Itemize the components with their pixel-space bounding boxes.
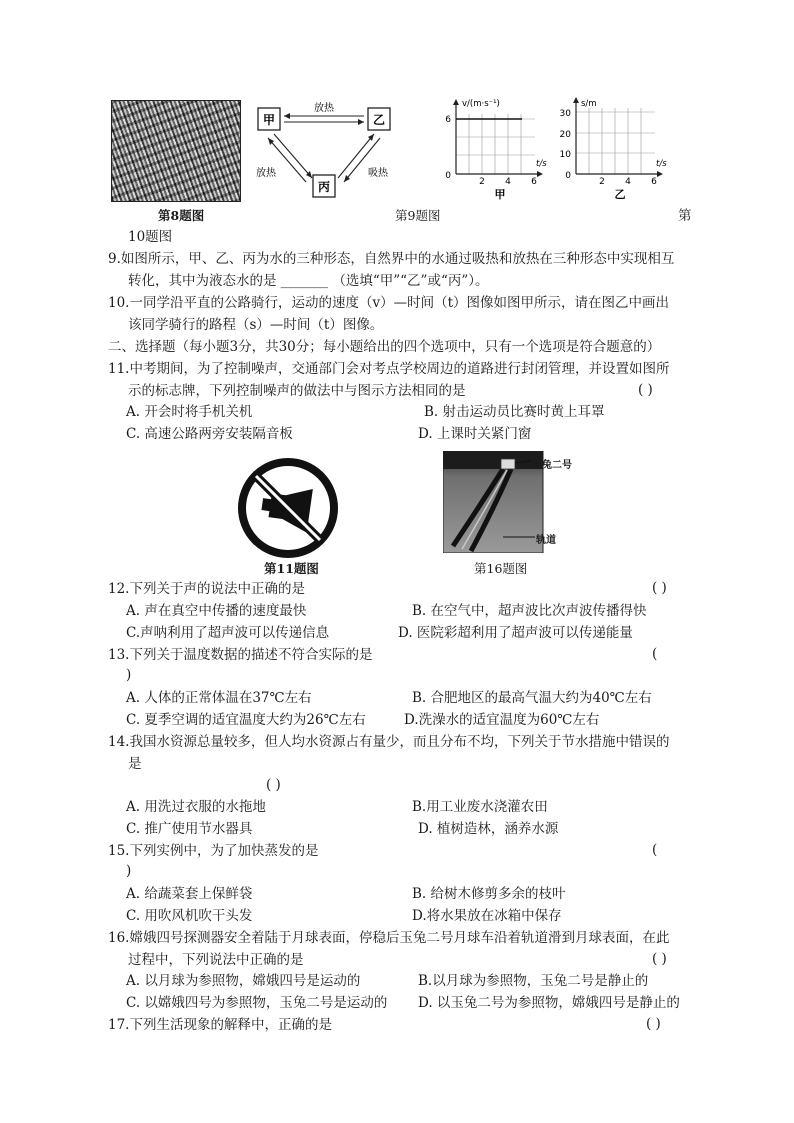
q10-line2: 该同学骑行的路程（s）—时间（t）图像。 (128, 317, 384, 333)
xtick-jia-0: 0 (445, 171, 451, 181)
q11-option-a[interactable]: A. 开会时将手机关机 (126, 404, 253, 420)
track-label: 轨道 (536, 535, 556, 546)
q16-option-d[interactable]: D. 以玉兔二号为参照物，嫦娥四号是静止的 (418, 995, 680, 1011)
q13-stem: 13.下列关于温度数据的描述不符合实际的是 (108, 647, 373, 663)
q14-line2: 是 (128, 756, 142, 772)
fig11-caption: 第11题图 (264, 561, 319, 576)
q11-option-c[interactable]: C. 高速公路两旁安装隔音板 (126, 426, 293, 442)
ytick-jia-6: 6 (445, 115, 451, 125)
q15-paren-open[interactable]: ( (652, 842, 658, 858)
ytick-yi-20: 20 (559, 130, 571, 140)
q10-line1: 10.一同学沿平直的公路骑行，运动的速度（v）—时间（t）图像如图甲所示，请在图乙中画出 (108, 295, 670, 311)
q9-line1: 9.如图所示，甲、乙、丙为水的三种形态，自然界中的水通过吸热和放热在三种形态中实现相互 (108, 251, 675, 267)
q16-line1: 16.嫦娥四号探测器安全着陆于月球表面，停稳后玉兔二号月球车沿着轨道滑到月球表面，在此 (108, 930, 670, 946)
q16-option-b[interactable]: B.以月球为参照物，玉兔二号是静止的 (418, 973, 649, 989)
ytick-yi-30: 30 (559, 109, 571, 119)
q16-option-a[interactable]: A. 以月球为参照物，嫦娥四号是运动的 (126, 973, 361, 989)
q15-option-d[interactable]: D.将水果放在冰箱中保存 (412, 908, 562, 924)
q11-option-d[interactable]: D. 上课时关紧门窗 (418, 426, 532, 442)
q16-answer-paren[interactable]: ( ) (652, 951, 667, 967)
fig10-graph-jia (440, 94, 552, 206)
xtick-yi-4: 4 (625, 177, 631, 187)
section2-heading: 二、选择题（每小题3分，共30分；每小题给出的四个选项中，只有一个选项是符合题意的） (108, 339, 661, 355)
no-horn-sign-icon (238, 458, 338, 558)
q14-option-a[interactable]: A. 用洗过衣服的水拖地 (126, 799, 266, 815)
fig9-diagram (250, 100, 400, 205)
grid-jia (456, 114, 535, 174)
q12-option-c[interactable]: C.声呐利用了超声波可以传递信息 (126, 625, 330, 641)
state-jia: 甲 (262, 113, 276, 127)
q13-option-c[interactable]: C. 夏季空调的适宜温度大约为26℃左右 (126, 712, 366, 728)
q15-option-b[interactable]: B. 给树木修剪多余的枝叶 (412, 886, 566, 902)
q11-line1: 11.中考期间，为了控制噪声，交通部门会对考点学校周边的道路进行封闭管理，并设置如图所 (108, 361, 670, 377)
q13-paren-close[interactable]: ) (126, 667, 132, 683)
q14-option-b[interactable]: B.用工业废水浇灌农田 (412, 799, 548, 815)
q13-option-a[interactable]: A. 人体的正常体温在37℃左右 (126, 690, 312, 706)
q9-line2: 转化，其中为液态水的是 _______ （选填“甲”“乙”或“丙”）。 (128, 273, 489, 289)
q14-option-c[interactable]: C. 推广使用节水器具 (126, 821, 253, 837)
q12-option-b[interactable]: B. 在空气中，超声波比次声波传播得快 (412, 603, 647, 619)
fig8-caption: 第8题图 (158, 208, 205, 223)
q14-line1: 14.我国水资源总量较多，但人均水资源占有量少，而且分布不均，下列关于节水措施中错误的 (108, 734, 670, 750)
q11-option-b[interactable]: B. 射击运动员比赛时黄上耳罩 (424, 404, 605, 420)
state-yi: 乙 (372, 113, 386, 127)
fig10-caption-part2: 10题图 (128, 229, 173, 245)
q17-answer-paren[interactable]: ( ) (646, 1016, 661, 1032)
fig16-caption: 第16题图 (474, 561, 528, 576)
grid-yi (576, 108, 655, 174)
xtick-yi-2: 2 (599, 177, 605, 187)
q12-option-a[interactable]: A. 声在真空中传播的速度最快 (126, 603, 307, 619)
xtick-yi-6: 6 (651, 177, 657, 187)
xlabel-jia: t/s (536, 159, 547, 169)
q17-stem: 17.下列生活现象的解释中，正确的是 (108, 1017, 332, 1033)
label-left-fangre: 放热 (256, 168, 276, 179)
q14-answer-paren[interactable]: ( ) (266, 777, 281, 793)
label-top-fangre: 放热 (314, 103, 334, 114)
arrowhead-top-lower (358, 119, 364, 125)
state-bing: 丙 (317, 180, 331, 194)
graph-name-yi: 乙 (614, 188, 626, 201)
q13-paren-open[interactable]: ( (652, 646, 658, 662)
fig9-caption: 第9题图 (395, 208, 441, 223)
q15-stem: 15.下列实例中，为了加快蒸发的是 (108, 843, 319, 859)
q12-stem: 12.下列关于声的说法中正确的是 (108, 581, 305, 597)
q11-answer-paren[interactable]: ( ) (638, 382, 653, 398)
q15-option-c[interactable]: C. 用吹风机吹干头发 (126, 908, 253, 924)
xtick-yi-0: 0 (565, 171, 571, 181)
q11-line2: 示的标志牌，下列控制噪声的做法中与图示方法相同的是 (128, 383, 466, 399)
arrow-left-1 (274, 134, 312, 178)
xtick-jia-2: 2 (479, 177, 485, 187)
xtick-jia-4: 4 (505, 177, 511, 187)
arrowhead-top-upper (284, 113, 290, 119)
ylabel-jia: v/(m·s⁻¹) (462, 99, 500, 109)
label-right-xire: 吸热 (368, 168, 388, 179)
q12-option-d[interactable]: D. 医院彩超利用了超声波可以传递能量 (398, 625, 633, 641)
q12-answer-paren[interactable]: ( ) (652, 580, 667, 596)
rover-label: 玉兔二号 (532, 460, 572, 471)
ytick-yi-10: 10 (559, 150, 571, 160)
q15-paren-close[interactable]: ) (126, 863, 132, 879)
xtick-jia-6: 6 (531, 177, 537, 187)
q16-line2: 过程中，下列说法中正确的是 (128, 952, 304, 968)
q14-option-d[interactable]: D. 植树造林，涵养水源 (418, 821, 559, 837)
q13-option-d[interactable]: D.洗澡水的适宜温度为60℃左右 (404, 712, 600, 728)
fig10-caption-part1: 第 (678, 208, 692, 224)
xlabel-yi: t/s (656, 159, 667, 169)
q13-option-b[interactable]: B. 合肥地区的最高气温大约为40℃左右 (412, 690, 652, 706)
q15-option-a[interactable]: A. 给蔬菜套上保鲜袋 (126, 886, 253, 902)
fig10-graph-yi (548, 94, 672, 206)
ylabel-yi: s/m (581, 99, 597, 109)
q16-option-c[interactable]: C. 以嫦娥四号为参照物，玉兔二号是运动的 (126, 995, 388, 1011)
fig8-photo-frost (111, 100, 241, 202)
graph-name-jia: 甲 (494, 188, 506, 201)
